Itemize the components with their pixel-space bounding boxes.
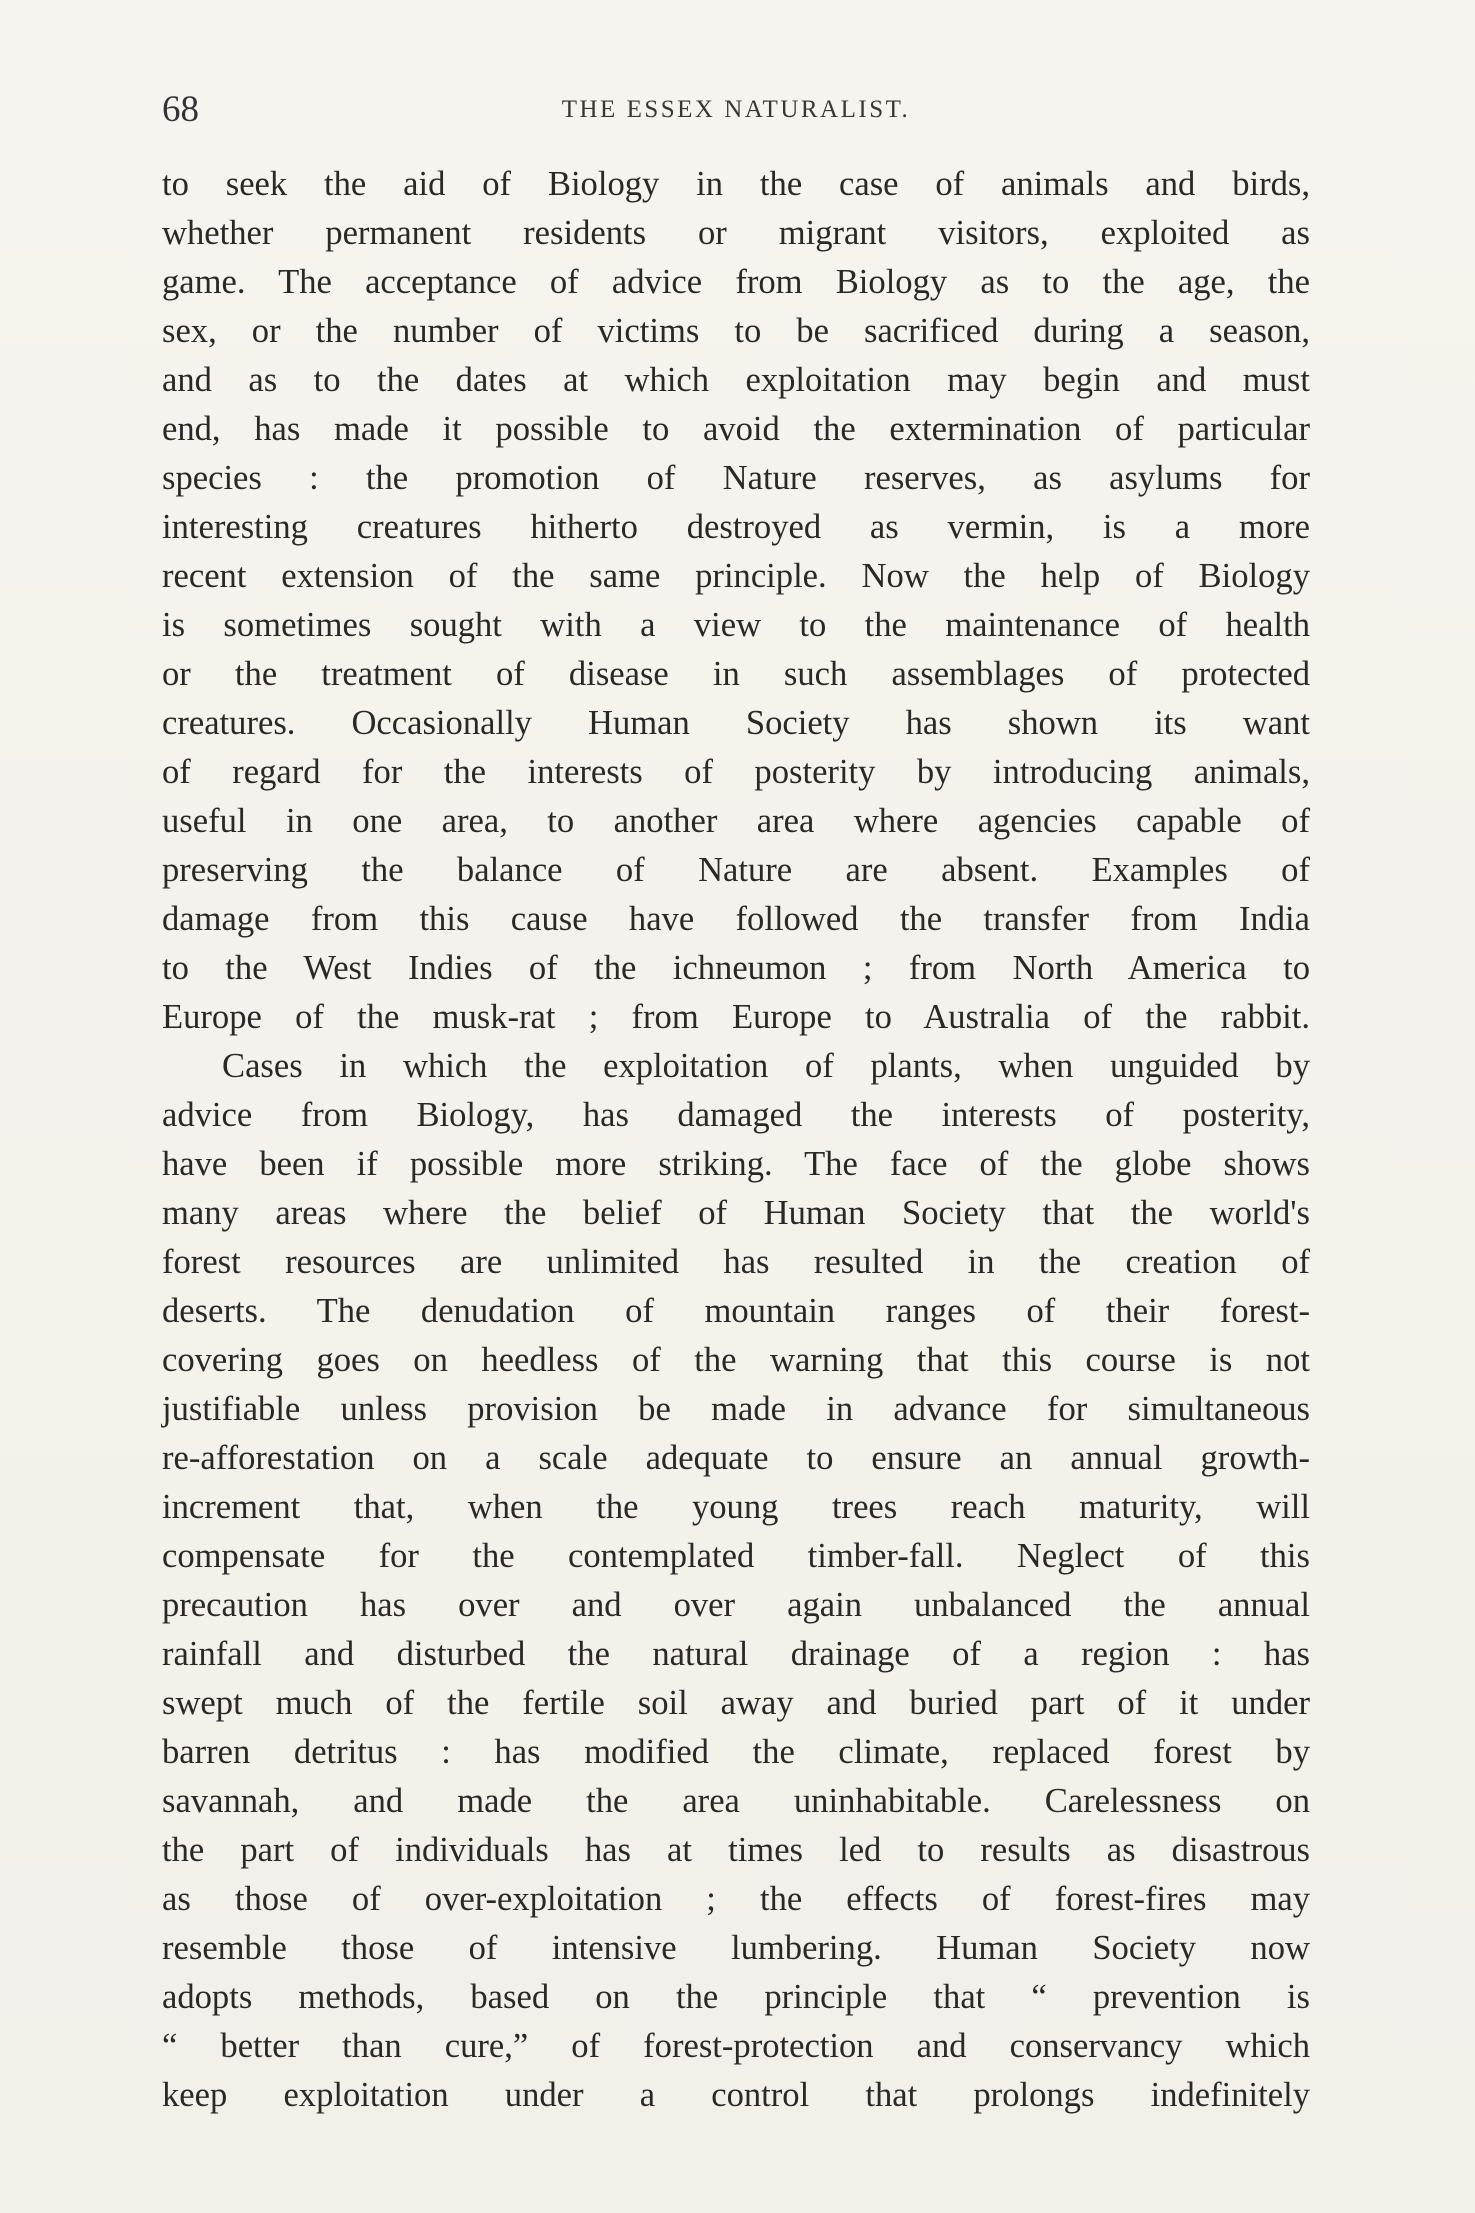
text-line: swept much of the fertile soil away and buried part of it under xyxy=(162,1684,1310,1722)
text-line: resemble those of intensive lumbering. Human Society now xyxy=(162,1929,1310,1967)
text-line: or the treatment of disease in such assemblages of protected xyxy=(162,655,1310,693)
text-line: barren detritus : has modified the climate, replaced forest by xyxy=(162,1733,1310,1771)
page-header xyxy=(162,88,1310,138)
text-line: sex, or the number of victims to be sacrificed during a season, xyxy=(162,312,1310,350)
text-line: damage from this cause have followed the transfer from India xyxy=(162,900,1310,938)
text-line: whether permanent residents or migrant visitors, exploited as xyxy=(162,214,1310,252)
text-line: forest resources are unlimited has resulted in the creation of xyxy=(162,1243,1310,1281)
text-line: have been if possible more striking. The face of the globe shows xyxy=(162,1145,1310,1183)
page-number: 68 xyxy=(162,89,199,130)
text-line: many areas where the belief of Human Society that the world's xyxy=(162,1194,1310,1232)
text-line: species : the promotion of Nature reserves, as asylums for xyxy=(162,459,1310,497)
text-line: and as to the dates at which exploitation may begin and must xyxy=(162,361,1310,399)
text-line: to seek the aid of Biology in the case of animals and birds, xyxy=(162,165,1310,203)
text-line: the part of individuals has at times led to results as disastrous xyxy=(162,1831,1310,1869)
text-line: deserts. The denudation of mountain ranges of their forest- xyxy=(162,1292,1310,1330)
body-text xyxy=(162,160,1310,2120)
text-line: “ better than cure,” of forest-protection and conservancy which xyxy=(162,2027,1310,2065)
text-line: savannah, and made the area uninhabitable. Carelessness on xyxy=(162,1782,1310,1820)
text-line: useful in one area, to another area where agencies capable of xyxy=(162,802,1310,840)
running-title: THE ESSEX NATURALIST. xyxy=(561,96,911,123)
text-line: of regard for the interests of posterity by introducing animals, xyxy=(162,753,1310,791)
text-line: rainfall and disturbed the natural drainage of a region : has xyxy=(162,1635,1310,1673)
paragraph-first-line: Cases in which the exploitation of plants, when unguided by xyxy=(222,1047,1310,1085)
text-line: end, has made it possible to avoid the extermination of particular xyxy=(162,410,1310,448)
text-line: recent extension of the same principle. Now the help of Biology xyxy=(162,557,1310,595)
text-line: adopts methods, based on the principle that “ prevention is xyxy=(162,1978,1310,2016)
text-line: interesting creatures hitherto destroyed as vermin, is a more xyxy=(162,508,1310,546)
text-line: increment that, when the young trees reach maturity, will xyxy=(162,1488,1310,1526)
text-line: justifiable unless provision be made in advance for simultaneous xyxy=(162,1390,1310,1428)
text-line: Europe of the musk-rat ; from Europe to Australia of the rabbit. xyxy=(162,998,1310,1036)
text-line: re-afforestation on a scale adequate to ensure an annual growth- xyxy=(162,1439,1310,1477)
text-line: compensate for the contemplated timber-fall. Neglect of this xyxy=(162,1537,1310,1575)
text-line: advice from Biology, has damaged the interests of posterity, xyxy=(162,1096,1310,1134)
text-line: keep exploitation under a control that prolongs indefinitely xyxy=(162,2076,1310,2114)
text-line: is sometimes sought with a view to the maintenance of health xyxy=(162,606,1310,644)
text-line: to the West Indies of the ichneumon ; from North America to xyxy=(162,949,1310,987)
text-line: precaution has over and over again unbalanced the annual xyxy=(162,1586,1310,1624)
text-line: preserving the balance of Nature are absent. Examples of xyxy=(162,851,1310,889)
text-line: game. The acceptance of advice from Biology as to the age, the xyxy=(162,263,1310,301)
text-line: creatures. Occasionally Human Society has shown its want xyxy=(162,704,1310,742)
text-line: covering goes on heedless of the warning that this course is not xyxy=(162,1341,1310,1379)
text-line: as those of over-exploitation ; the effects of forest-fires may xyxy=(162,1880,1310,1918)
